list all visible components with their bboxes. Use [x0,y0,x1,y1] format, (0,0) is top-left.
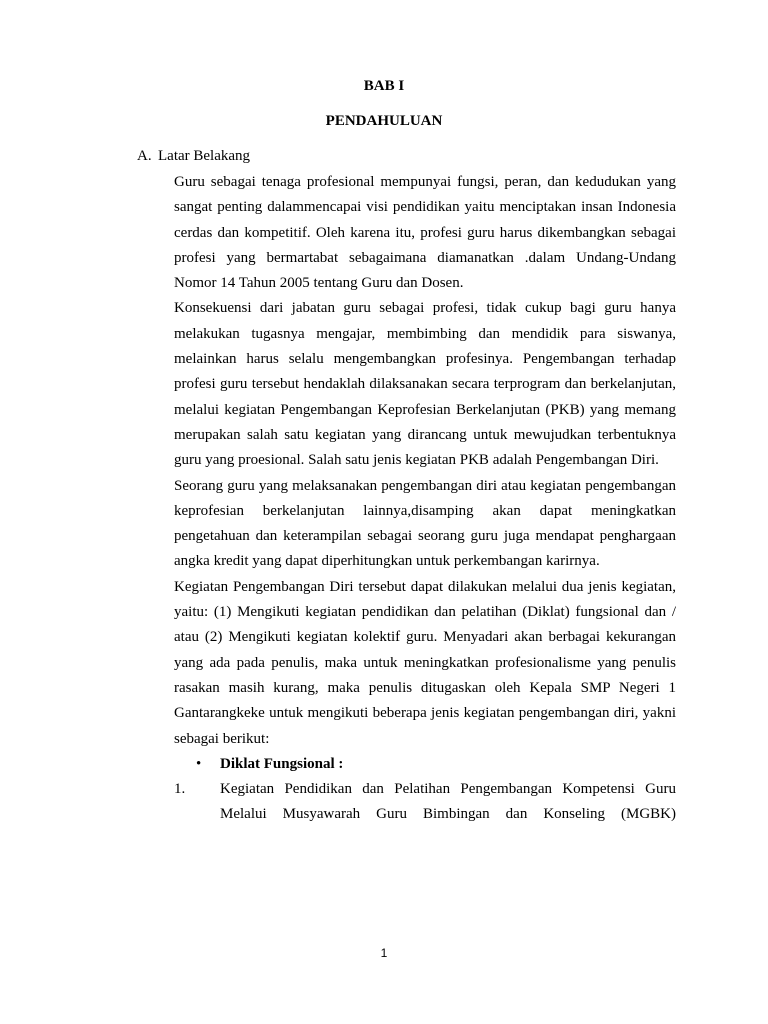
bullet-item [174,752,676,777]
list-item-number: 1. [174,781,186,798]
page-number: 1 [380,946,388,960]
document-body [174,170,676,828]
paragraph-1: Guru sebagai tenaga profesional mempunyai fungsi, peran, dan kedudukan yang sangat penting dalammencapai visi pendidikan yaitu menciptakan insan Indonesia cerdas dan kompetitif. Oleh karena itu, profesi guru harus dikembangkan sebagai profesi yang bermartabat sebagaimana diamanatkan .dalam Undang-Undang Nomor 14 Tahun 2005 tentang Guru dan Dosen. [174,174,676,292]
paragraph-4: Kegiatan Pengembangan Diri tersebut dapat dilakukan melalui dua jenis kegiatan, yaitu: (1) Mengikuti kegiatan pendidikan dan pelatihan (Diklat) fungsional dan / atau (2) Mengikuti kegiatan kolektif guru. Menyadari akan berbagai kekurangan yang ada pada penulis, maka untuk meningkatkan profesionalisme yang penulis rasakan masih kurang, maka penulis ditugaskan oleh Kepala SMP Negeri 1 Gantarangkeke untuk mengikuti beberapa jenis kegiatan pengembangan diri, yakni sebagai berikut: [174,578,676,747]
numbered-list-item [174,777,676,828]
section-heading [137,148,250,165]
paragraph-2: Konsekuensi dari jabatan guru sebagai profesi, tidak cukup bagi guru hanya melakukan tugasnya mengajar, membimbing dan mendidik para siswanya, melainkan harus selalu mengembangkan profesinya. Pengembangan terhadap profesi guru tersebut hendaklah dilaksanakan secara terprogram dan berkelanjutan, melalui kegiatan Pengembangan Keprofesian Berkelanjutan (PKB) yang memang merupakan salah satu kegiatan yang dirancang untuk mewujudkan terbentuknya guru yang proesional. Salah satu jenis kegiatan PKB adalah Pengembangan Diri. [174,300,676,469]
bullet-text: Diklat Fungsional : [220,755,344,772]
chapter-heading: BAB I [363,78,405,94]
section-letter: A. [137,148,152,164]
bullet-dot-icon: • [196,755,202,772]
list-item-text: Kegiatan Pendidikan dan Pelatihan Pengembangan Kompetensi Guru Melalui Musyawarah Guru Bimbingan dan Konseling (MGBK) [220,781,676,823]
paragraph-3: Seorang guru yang melaksanakan pengembangan diri atau kegiatan pengembangan keprofesian berkelanjutan lainnya,disamping akan dapat meningkatkan pengetahuan dan keterampilan sebagai seorang guru juga mendapat penghargaan angka kredit yang dapat diperhitungkan untuk perkembangan karirnya. [174,477,676,570]
chapter-title: PENDAHULUAN [325,113,443,129]
section-title-text: Latar Belakang [158,148,251,164]
